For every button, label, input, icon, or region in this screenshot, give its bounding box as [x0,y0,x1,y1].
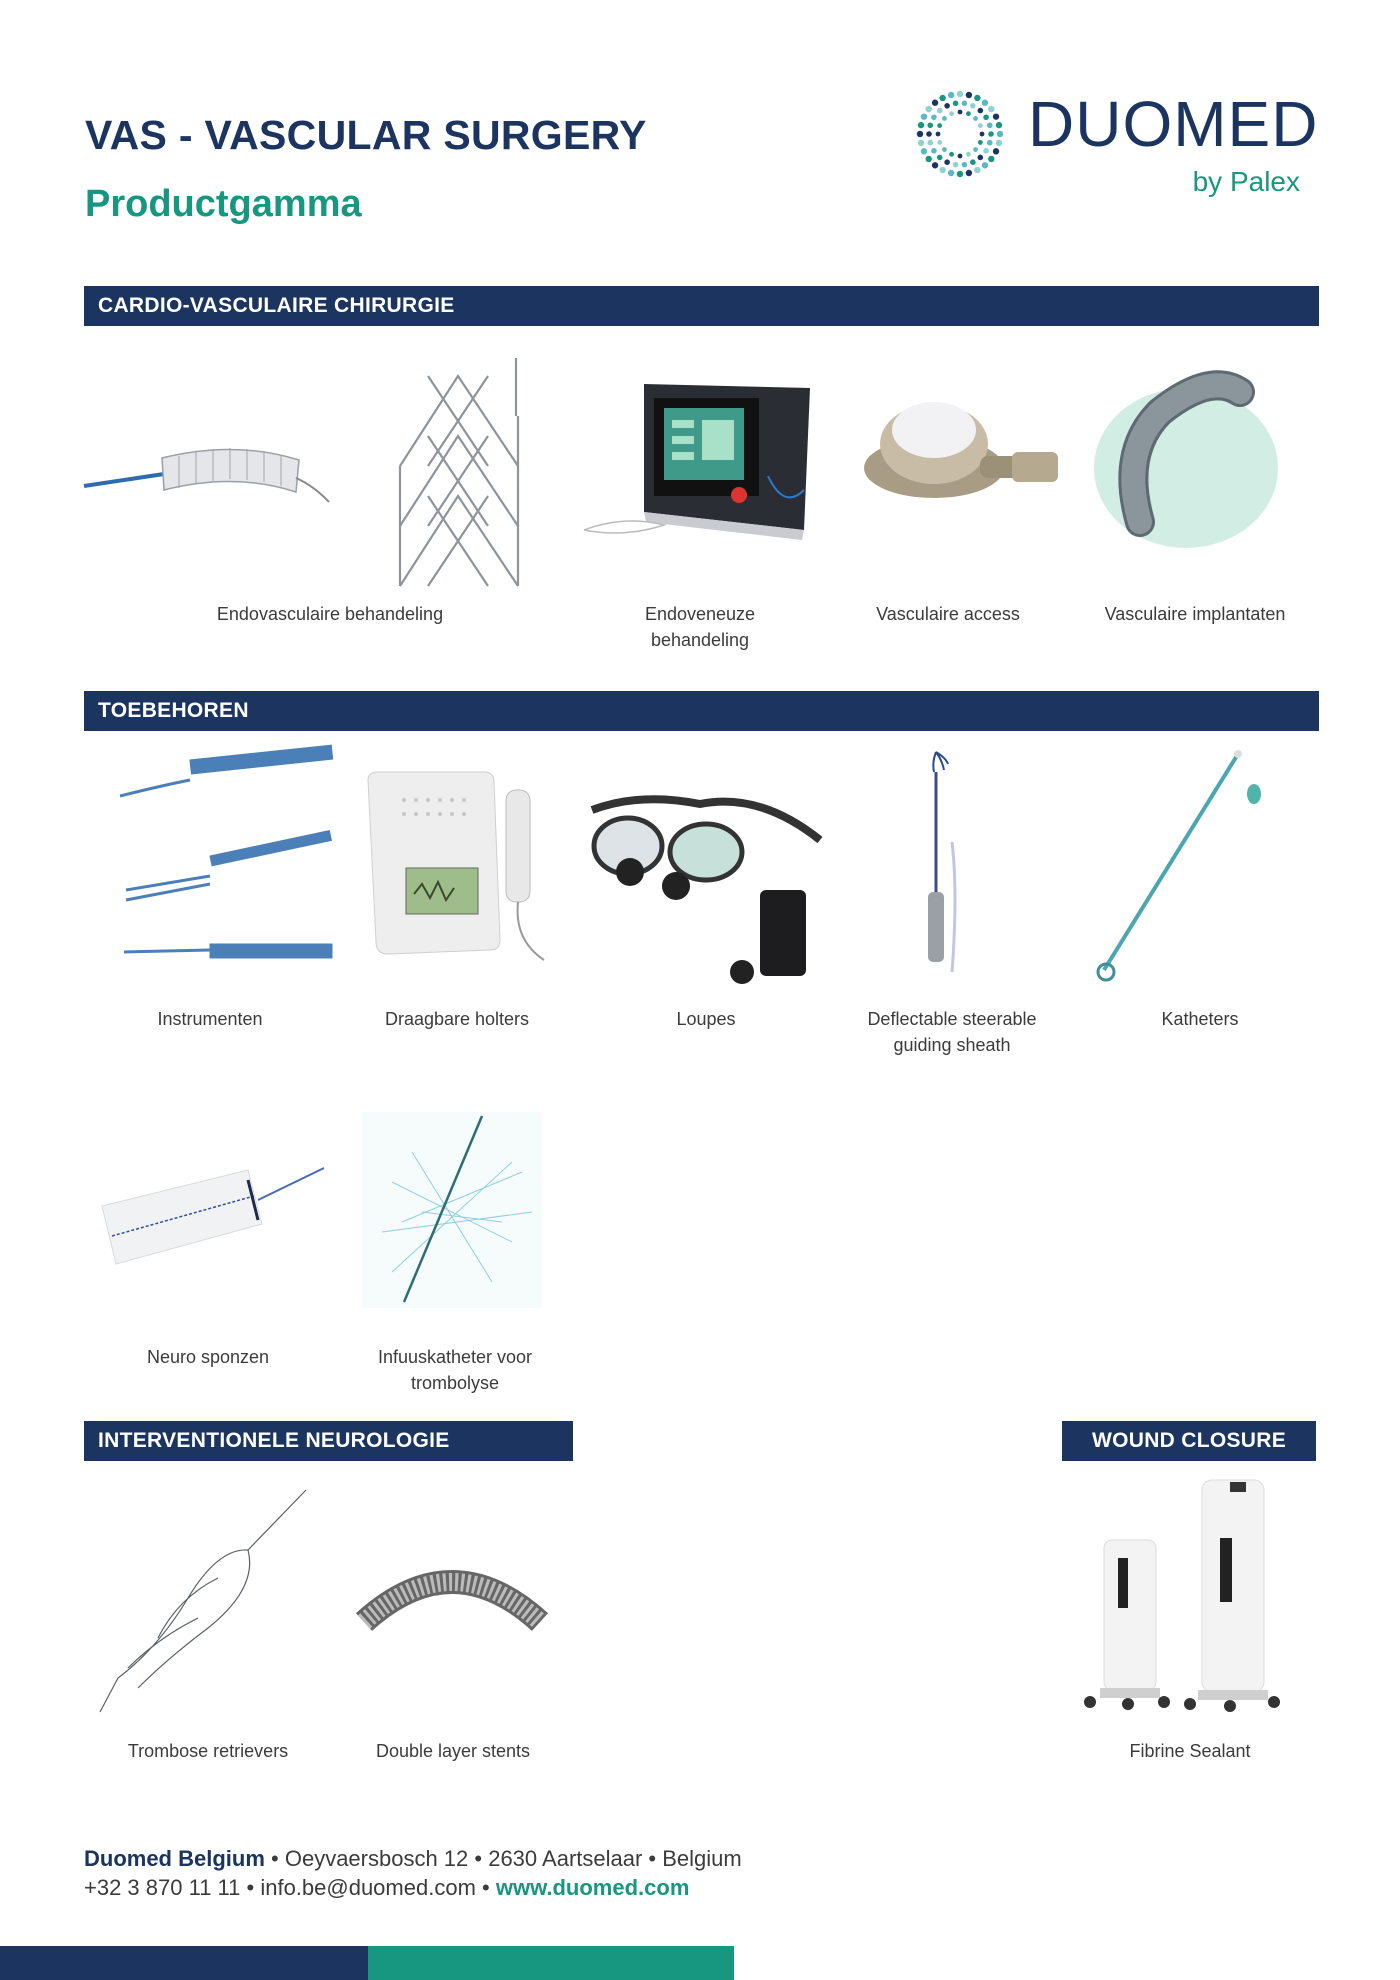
mesh-stent-image [398,356,522,588]
portable-doppler-image [364,770,560,970]
logo-dot [966,170,972,176]
logo-dot [937,155,943,161]
section-heading-toebehoren: TOEBEHOREN [84,691,1319,731]
caption-vasculaire-access: Vasculaire access [876,604,1020,624]
logo-dot [939,167,945,173]
logo-dot [966,92,972,98]
logo-dot [973,116,978,121]
logo-dot [983,148,989,154]
logo-dot [948,170,954,176]
logo-dot [932,100,938,106]
footer-contact-line: +32 3 870 11 11 • info.be@duomed.com • www.duomed.com [84,1875,690,1900]
logo-dot [997,131,1003,137]
footer-bar-teal [368,1946,734,1980]
footer-website-link[interactable]: www.duomed.com [495,1875,690,1900]
logo-dot [993,113,999,119]
stent-graft-image [84,420,334,520]
caption-endovasculaire: Endovasculaire behandeling [216,604,444,624]
logo-dot [993,148,999,154]
caption-infuuskatheter: Infuuskatheter voor trombolyse [377,1347,533,1393]
logo-dot [973,147,978,152]
logo-dot [996,140,1002,146]
double-layer-stent-image [360,1562,544,1632]
duomed-logo [910,84,1320,204]
vascular-implant-image [1090,372,1290,552]
infusion-catheter-image [362,1112,542,1308]
logo-dot [988,156,994,162]
logo-dot [936,132,941,137]
logo-dot [944,159,950,165]
logo-dot [978,140,983,145]
surgical-loupes-image [590,786,820,990]
section-heading-cardio: CARDIO-VASCULAIRE CHIRURGIE [84,286,1319,326]
fibrin-sealant-devices-image [1080,1478,1280,1718]
guiding-sheath-image [912,752,972,982]
logo-wordmark: DUOMED [1028,88,1319,160]
page-title: VAS - VASCULAR SURGERY [85,112,647,158]
footer-phone[interactable]: +32 3 870 11 11 [84,1875,241,1900]
caption-sheath: Deflectable steerable guiding sheath [867,1009,1037,1055]
logo-dot [948,92,954,98]
section-heading-neuro: INTERVENTIONELE NEUROLOGIE [84,1421,573,1461]
logo-dot [978,155,984,161]
logo-dot [957,91,963,97]
logo-dot [966,152,971,157]
logo-dot [927,122,933,128]
logo-dot [939,95,945,101]
logo-dot [983,114,989,120]
logo-dot [988,106,994,112]
logo-dot [953,162,959,168]
caption-loupes: Loupes [676,1009,736,1029]
dotted-ring-logo-icon [910,84,1010,184]
logo-dot [926,156,932,162]
caption-katheters: Katheters [1161,1009,1239,1029]
logo-dot [926,106,932,112]
caption-vasculaire-implantaten: Vasculaire implantaten [1104,604,1286,624]
logo-dot [962,162,968,168]
surgical-instruments-image [120,746,332,968]
logo-dot [953,101,959,107]
logo-dot [987,140,993,146]
logo-dot [921,113,927,119]
logo-dot [980,132,985,137]
vascular-port-image [862,398,1058,510]
logo-dot [962,101,968,107]
caption-holters: Draagbare holters [384,1009,530,1029]
footer-company: Duomed Belgium [84,1846,265,1871]
logo-dot [974,95,980,101]
logo-dot [932,162,938,168]
logo-dot [917,131,923,137]
logo-dot [931,148,937,154]
logo-dot [996,122,1002,128]
neuro-sponge-image [98,1156,328,1266]
footer-separator: • [264,1846,285,1871]
caption-instrumenten: Instrumenten [157,1009,263,1029]
catheter-image [1090,746,1270,986]
logo-dot [949,111,954,116]
logo-dot [942,116,947,121]
caption-fibrine-sealant: Fibrine Sealant [1129,1741,1251,1761]
logo-dot [978,123,983,128]
logo-dot [937,123,942,128]
footer-address: Oeyvaersbosch 12 • 2630 Aartselaar • Belgium [284,1846,742,1871]
logo-dot [982,162,988,168]
logo-dot [949,152,954,157]
section-heading-wound: WOUND CLOSURE [1062,1421,1316,1461]
logo-dot [921,148,927,154]
logo-dot [926,131,932,137]
logo-dot [918,122,924,128]
logo-dot [957,171,963,177]
logo-dot [918,140,924,146]
logo-dot [970,159,976,165]
logo-dot [974,167,980,173]
logo-dot [944,103,950,109]
logo-dot [958,154,963,159]
caption-trombose-retrievers: Trombose retrievers [127,1741,289,1761]
footer-address-line [84,1846,742,1872]
logo-dot [942,147,947,152]
logo-dot [937,140,942,145]
laser-device-image [584,380,814,550]
page-subtitle: Productgamma [85,183,362,225]
footer-bar-navy [0,1946,368,1980]
footer-email[interactable]: info.be@duomed.com [260,1875,476,1900]
logo-dot [978,108,984,114]
logo-tagline: by Palex [1192,166,1300,197]
logo-dot [970,103,976,109]
logo-dot [966,111,971,116]
caption-endoveneuze: Endoveneuze behandeling [644,604,756,650]
logo-dot [982,100,988,106]
logo-dot [987,122,993,128]
caption-double-layer-stents: Double layer stents [375,1741,531,1761]
logo-dot [931,114,937,120]
logo-dot [927,140,933,146]
caption-neuro-sponzen: Neuro sponzen [146,1347,270,1367]
logo-dot [937,108,943,114]
logo-dot [988,131,994,137]
thrombosis-retriever-image [98,1488,310,1714]
logo-dot [958,110,963,115]
